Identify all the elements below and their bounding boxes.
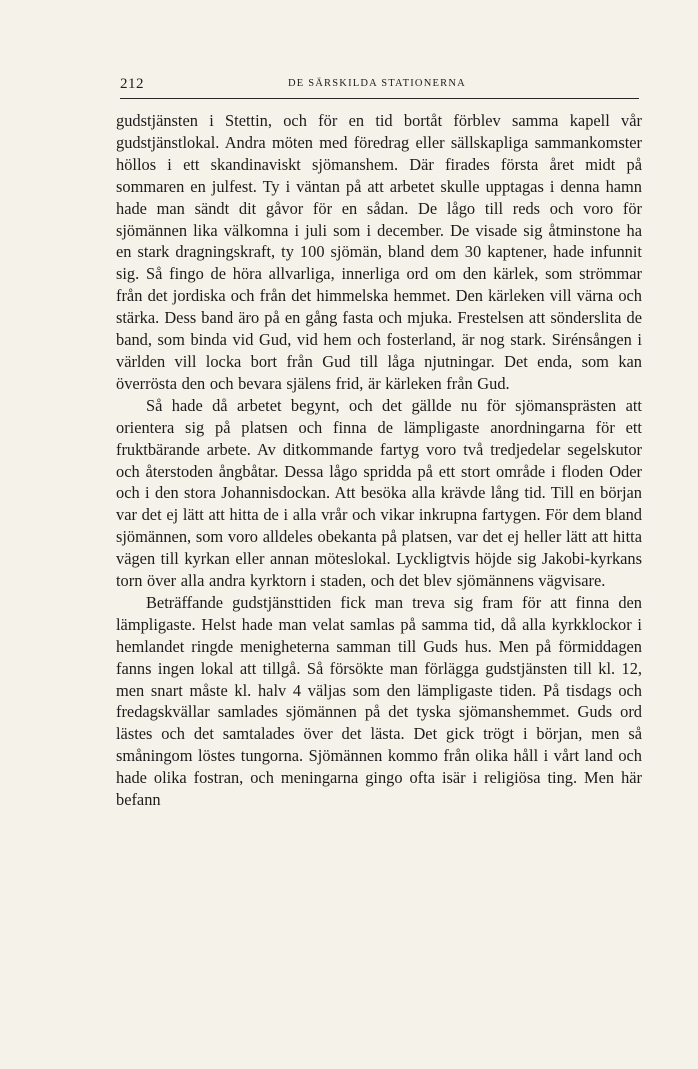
paragraph-2: Så hade då arbetet begynt, och det gällde nu för sjömansprästen att orientera sig på platsen och finna de lämpligaste anordningarna för ett fruktbärande arbete. Av ditkommande fartyg voro två tredjedelar segelskutor och återstoden ångbåtar. Dessa lågo spridda på ett stort område i floden Oder och i den stora Johannisdockan. Att besöka alla krävde lång tid. Till en början var det ej lätt att hitta de i alla vrår och vikar inkrupna fartygen. För dem bland sjömännen, som voro alldeles obekanta på platsen, var det ej heller lätt att hitta vägen till kyrkan eller annan möteslokal. Lyckligtvis höjde sig Jakobi-kyrkans torn över alla andra kyrktorn i staden, och det blev sjömännens vägvisare.	[116, 395, 642, 591]
paragraph-1: gudstjänsten i Stettin, och för en tid bortåt förblev samma kapell vår gudstjänstlokal. Andra möten med föredrag eller sällskapliga sammankomster höllos i ett skandinaviskt sjömanshem. Där firades första året midt på sommaren en julfest. Ty i väntan på att arbetet skulle upptagas i denna hamn hade man sändt dit gåvor för en sådan. De lågo till reds och voro för sjömännen lika välkomna i juli som i december. De visade sig åtminstone ha en stark dragningskraft, ty 100 sjömän, bland dem 30 kaptener, hade infunnit sig. Så fingo de höra allvarliga, innerliga ord om den kärlek, som strömmar från det jordiska och från det himmelska hemmet. Den kärleken vill värna och stärka. Dess band äro på en gång fasta och mjuka. Frestelsen att sönderslita de band, som binda vid Gud, vid hem och fosterland, är nog stark. Sirénsången i världen vill locka bort från Gud till låga njutningar. Det enda, som kan överrösta den och bevara själens frid, är kärleken från Gud.	[116, 111, 642, 393]
header-rule	[120, 98, 639, 99]
page-header	[120, 76, 640, 98]
running-head: DE SÄRSKILDA STATIONERNA	[288, 78, 466, 89]
page-number: 212	[120, 76, 144, 92]
body-text	[116, 110, 642, 811]
paragraph-3: Beträffande gudstjänsttiden fick man treva sig fram för att finna den lämpligaste. Helst hade man velat samlas på samma tid, då alla kyrkklockor i hemlandet ringde menigheterna samman till Guds hus. Men på förmiddagen fanns ingen lokal att tillgå. Så försökte man förlägga gudstjänsten till kl. 12, men snart måste kl. halv 4 väljas som den lämpligaste tiden. På tisdags och fredagskvällar samlades sjömännen på det tyska sjömanshemmet. Guds ord lästes och det samtalades över det lästa. Det gick trögt i början, men så småningom löstes tungorna. Sjömännen kommo från olika håll i vårt land och hade olika fostran, och meningarna gingo ofta isär i religiösa ting. Men här befann	[116, 592, 642, 810]
